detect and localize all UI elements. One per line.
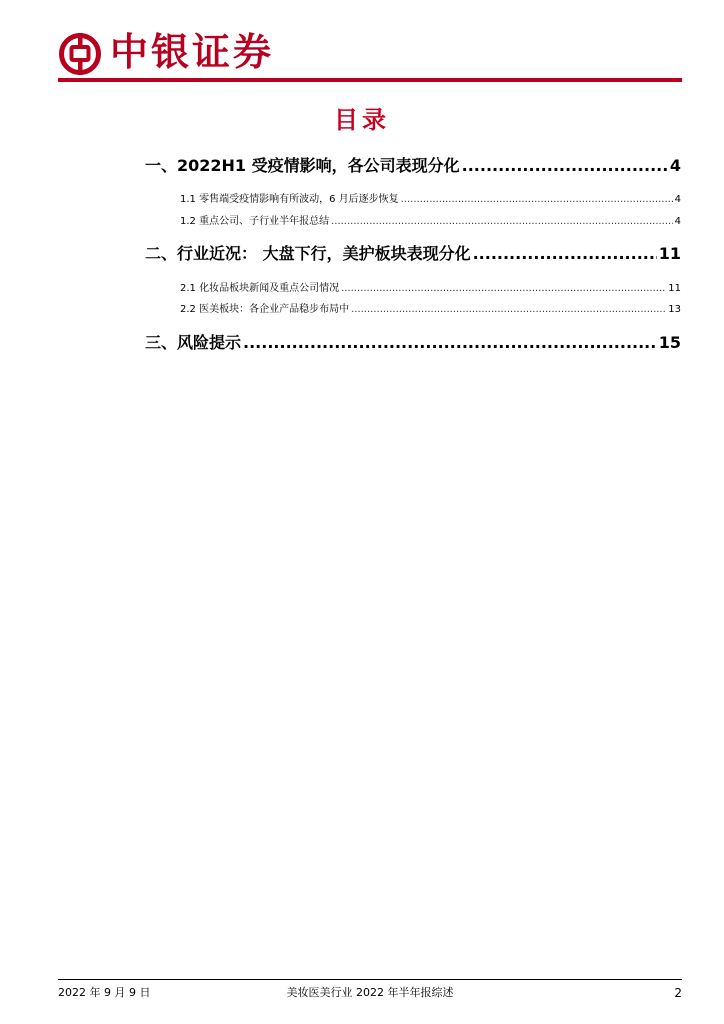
toc-entry-section-1-1[interactable] (145, 190, 681, 205)
toc-entry-section-2[interactable] (145, 241, 681, 264)
toc-leader-dots (243, 333, 657, 352)
toc-entry-label: 二、行业近况： 大盘下行，美护板块表现分化 (145, 244, 471, 263)
toc-entry-page: 4 (669, 156, 681, 175)
toc-entry-label: 2.1 化妆品板块新闻及重点公司情况 (180, 283, 340, 294)
toc-leader-dots (401, 194, 673, 205)
toc-entry-page: 11 (668, 283, 681, 294)
toc-leader-dots (473, 244, 657, 263)
toc-leader-dots (331, 216, 673, 227)
toc-entry-label: 一、2022H1 受疫情影响，各公司表现分化 (145, 156, 460, 175)
toc-entry-page: 15 (658, 333, 681, 352)
toc-leader-dots (462, 156, 668, 175)
toc-entry-section-1[interactable] (145, 153, 681, 176)
toc-leader-dots (351, 304, 666, 315)
toc-leader-dots (341, 283, 666, 294)
toc-entry-label: 1.1 零售端受疫情影响有所波动，6 月后逐步恢复 (180, 194, 399, 205)
footer-rule (58, 979, 682, 980)
report-date: 2022 年 9 月 9 日 (58, 986, 151, 999)
footer (58, 984, 682, 1002)
toc-entry-section-1-2[interactable] (145, 212, 681, 227)
toc-entry-section-3[interactable] (145, 330, 681, 353)
toc-entry-label: 2.2 医美板块：各企业产品稳步布局中 (180, 304, 350, 315)
page-number: 2 (674, 986, 682, 1000)
toc-entry-section-2-1[interactable] (145, 279, 681, 294)
brand-name: 中银证券 (110, 29, 275, 74)
toc-entry-label: 1.2 重点公司、子行业半年报总结 (180, 216, 330, 227)
toc-entry-section-2-2[interactable] (145, 300, 681, 315)
toc-entry-page: 11 (658, 244, 681, 263)
toc-title: 目录 (334, 106, 390, 134)
header-rule (58, 78, 682, 82)
bank-of-china-logo-icon (58, 32, 102, 76)
header (58, 28, 682, 78)
toc-entry-label: 三、风险提示 (145, 333, 242, 352)
report-title: 美妆医美行业 2022 年半年报综述 (286, 986, 454, 999)
toc-entry-page: 4 (674, 194, 681, 205)
toc-entry-page: 13 (668, 304, 681, 315)
toc-entry-page: 4 (674, 216, 681, 227)
